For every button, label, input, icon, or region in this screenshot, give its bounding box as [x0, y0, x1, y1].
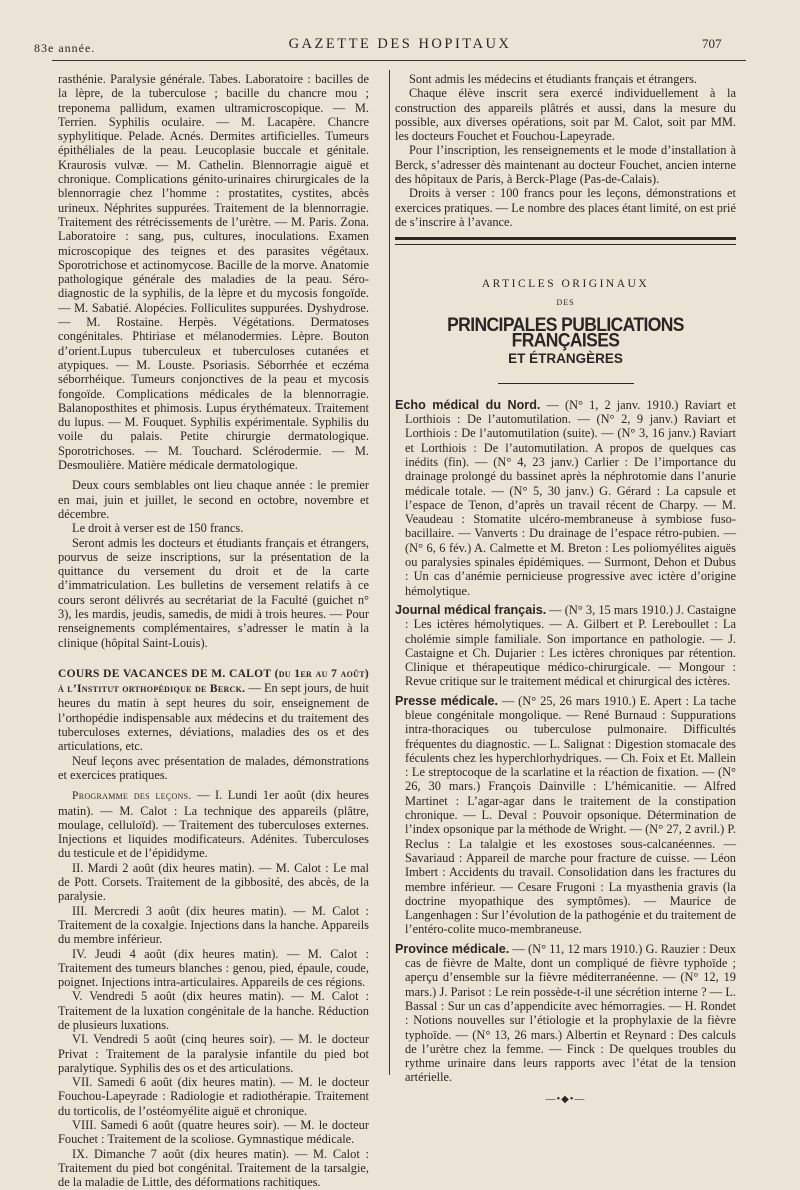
lesson-2: II. Mardi 2 août (dix heures matin). — M. Calot : Le mal de Pott. Corsets. Traitement de la gibbosité, des abcès, de la paralysie. [58, 860, 369, 904]
journal-name: Presse médicale. [395, 693, 499, 708]
calot-course [58, 666, 369, 754]
programme-label: Programme des leçons. [72, 790, 192, 803]
journal-entries: — (N° 1, 2 janv. 1910.) Raviart et Lorthiois : De l’automutilation. — (N° 2, 9 janv.) Raviart et Lorthiois : De l’automutilation (suite). — (N° 3, 16 janv.) Raviart et Lorthiois : De l’automutilation. A propos de quelques cas inédits (fin). — (N° 4, 23 janv.) Carlier : De l’importance du drainage prolongé du bassinet après la néphrotomie dans l’anurie médicale totale. — (N° 5, 30 janv.) G. Gérard : La capsule et l’espace de Tenon, d’après un travail récent de Charpy. — M. Veaudeau : Stomatite ulcéro-membraneuse à symbiose fuso-bacillaire. — Vanverts : Du drainage de l’espace rétro-pubien. — (N° 6, 6 fév.) A. Calmette et M. Breton : Les poliomyélites aiguës ou paralysies spinales épidémiques. — Surmont, Dehon et Dubus : Un cas d’anémie pernicieuse progressive avec ictère d’origine hémolytique. [405, 397, 737, 598]
masthead-title: GAZETTE DES HOPITAUX [288, 36, 512, 52]
course-schedule: Deux cours semblables ont lieu chaque année : le premier en mai, juin et juillet, le second en octobre, novembre et décembre. [58, 478, 369, 521]
journal-name: Echo médical du Nord. [395, 397, 541, 412]
lesson-8: VIII. Samedi 6 août (quatre heures soir). — M. le docteur Fouchet : Traitement de la scoliose. Gymnastique médicale. [58, 1118, 369, 1147]
calot-course-heading: COURS DE VACANCES DE M. CALOT (du 1er au 7 août) à l’Institut orthopédique de Berck. [58, 667, 369, 696]
section-main-title: PRINCIPALES PUBLICATIONS FRANÇAISES [447, 312, 684, 352]
admission-paragraph: Sont admis les médecins et étudiants français et étrangers. [409, 72, 697, 86]
lesson-9: IX. Dimanche 7 août (dix heures matin). — M. Calot : Traitement du pied bot congénital. Traitement de la tarsalgie, de la maladie de Little, des déformations rachitiques. [58, 1146, 369, 1190]
section-double-rule [395, 237, 736, 245]
admission-note: Seront admis les docteurs et étudiants français et étrangers, pourvus de seize inscriptions, sur la présentation de la quittance du versement du droit et de la carte d’immatriculation. Les bulletins de versement relatifs à ce cours seront délivrés au secrétariat de la Faculté (guichet n° 3), les mardis, jeudis, samedis, de midi à trois heures. — Pour renseignements complémentaires, s’adresser le matin à la clinique (hôpital Saint-Louis). [58, 535, 369, 650]
lesson-4: IV. Jeudi 4 août (dix heures matin). — M. Calot : Traitement des tumeurs blanches : genou, pied, épaule, coude, poignet. Injections intra-articulaires. Appareils de ces régions. [58, 946, 369, 990]
journal-name: Journal médical français. [395, 602, 547, 617]
lesson-7: VII. Samedi 6 août (dix heures matin). — M. le docteur Fouchou-Lapeyrade : Radiologie et radiothérapie. Traitement du torticolis, de l’ostéomyélite aiguë et chronique. [58, 1075, 369, 1118]
issue-label: 83e année. [34, 41, 96, 55]
right-column [395, 72, 736, 1107]
journal-name: Province médicale. [395, 941, 510, 956]
left-column [58, 72, 369, 1190]
lessons-note: Neuf leçons avec présentation de malades, démonstrations et exercices pratiques. [58, 753, 369, 782]
entry-journal-medical [395, 603, 736, 689]
fee-note: Le droit à verser est de 150 francs. [72, 521, 244, 536]
column-divider [389, 70, 390, 1075]
fees-paragraph: Droits à verser : 100 francs pour les leçons, démonstrations et exercices pratiques. — Le nombre des places étant limité, on est prié de s’inscrire à l’avance. [395, 186, 736, 229]
calot-course-intro: — En sept jours, de huit heures du matin à sept heures du soir, enseignement de l’orthopédie indispensable aux médecins et du traitement des tuberculoses externes, déviations, maladies des os et des articulations, etc. [58, 681, 369, 754]
header-rule [52, 60, 746, 61]
entry-echo-medical [395, 398, 736, 598]
section-title: ARTICLES ORIGINAUX [481, 278, 650, 291]
entry-province-medicale [395, 942, 736, 1085]
journal-entries: — (N° 11, 12 mars 1910.) G. Rauzier : Deux cas de fièvre de Malte, dont un compliqué de fièvre typhoïde ; aperçu d’ensemble sur la fièvre méditerranéenne. — (N° 12, 19 mars.) J. Parisot : Le rein possède-t-il une sécrétion interne ? — L. Bassal : Sur un cas d’appendicite avec hémorragies. — H. Rondet : Notions nouvelles sur l’étiologie et la prophylaxie de la fièvre typhoïde. — (N° 13, 26 mars.) Albertin et Reynard : Des calculs de l’urètre chez la femme. — Finck : De quelques troubles du rythme urinaire dans leurs rapports avec l’état de la tension artérielle. [405, 941, 736, 1085]
lesson-3: III. Mercredi 3 août (dix heures matin). — M. Calot : Traitement de la coxalgie. Injections dans la hanche. Appareils du membre inférieur. [58, 903, 369, 947]
programme [58, 788, 369, 860]
journal-entries: — (N° 3, 15 mars 1910.) J. Castaigne : Les ictères hémolytiques. — A. Gilbert et P. Lereboullet : La cholémie simple familiale. Son importance en pathologie. — J. Castaigne et Ch. Dujarier : Les ictères chroniques par rétention. Clinique et thérapeutique médico-chirurgicale. — Mongour : Revue critique sur le traitement médical et chirurgical des ictères. [405, 602, 736, 689]
programme-text: — I. Lundi 1er août (dix heures matin). — M. Calot : La technique des appareils (plâtre, moulage, celluloïd). — Traitement des tuberculoses externes. Injections et liquides modificateurs. Adénites. Tuberculoses du testicule et de l’épididyme. [58, 788, 369, 861]
end-ornament: —•◆•— [545, 1093, 586, 1105]
journal-entries: — (N° 25, 26 mars 1910.) E. Apert : La tache bleue congénitale mongolique. — René Burnaud : Suppurations intra-thoraciques ou tuberculose pulmonaire. Difficultés fréquentes du diagnostic. — L. Salignat : Digestion stomacale des féculents chez les hyperchlorhydriques. — Ch. Foix et Et. Mallein : Le streptocoque de la scarlatine et la réaction de fixation. — (N° 26, 30 mars.) François Dainville : L’hémicanitie. — Alfred Martinet : L’agar-agar dans le traitement de la constipation chronique. — L. Deval : Pouvoir opsonique. Détermination de l’index opsonique par la méthode de Wright. — (N° 27, 2 avril.) P. Reclus : La talalgie et les exostoses sous-calcanéennes. — Savariaud : Appareil de marche pour fracture de cuisse. — Léon Imbert : Accidents du travail. Consolidation dans les fractures du membre inférieur. — Cesare Frugoni : La myasthenia gravis (la doctrine myopathique des symptômes). — Maurice de Langenhagen : Sur l’évolution de la pathogénie et du traitement de l’entéro-colite muco-membraneuse. [405, 693, 736, 937]
lesson-5: V. Vendredi 5 août (dix heures matin). — M. Calot : Traitement de la luxation congénitale de la hanche. Réduction de plusieurs luxations. [58, 989, 369, 1032]
section-subtitle: ET ÉTRANGÈRES [508, 351, 623, 367]
lesson-6: VI. Vendredi 5 août (cinq heures soir). — M. le docteur Privat : Traitement de la paralysie infantile du pied bot paralytique. Syphilis des os et des articulations. [58, 1032, 369, 1075]
section-short-rule [498, 383, 634, 384]
entry-presse-medicale [395, 694, 736, 937]
inscription-paragraph: Pour l’inscription, les renseignements et le mode d’installation à Berck, s’adresser dès maintenant au docteur Fouchet, ancien interne des hôpitaux de Paris, à Berck-Plage (Pas-de-Calais). [395, 143, 736, 187]
course-paragraph: rasthénie. Paralysie générale. Tabes. Laboratoire : bacilles de la lèpre, de la tuberculose ; bacille du chancre mou ; treponema pallidum, examen ultramicroscopique. — M. Terrien. Syphilis oculaire. — M. Lacapère. Chancre syphylitique. Pelade. Acnés. Dermites artificielles. Tumeurs épithéliales de la peau. Leucoplasie buccale et génitale. Kraurosis vulvæ. — M. Cathelin. Blennorragie aiguë et chronique. Complications génito-urinaires chirurgicales de la blennorragie chez l’homme : prostatites, cystites, abcès urineux. Néphrites suppurées. Traitement de la blennorragie. Traitement des rétrécissements de l’urètre. — M. Paris. Zona. Laboratoire : sang, pus, cultures, inoculations. Examen microscopique des teignes et des parasites végétaux. Sporotrichose et actinomycose. Bacille de la morve. Anatomie pathologique générale des maladies de la peau. Séro-diagnostic de la syphilis, de la lèpre et du mycosis fongoïde. — M. Sabatié. Alopécies. Folliculites suppurées. Dyshydrose. — M. Rostaine. Herpès. Végétations. Dermatoses congénitales. Phtiriase et mélanodermies. Lèpre. Bouton d’orient.Lupus tuberculeux et tuberculoses cutanées et atypiques. — M. Louste. Psoriasis. Séborrhée et eczéma séborrhéique. Tumeurs conjonctives de la peau et mycosis fongoïde. Complications médicales de la blennorragie. Balanoposthites et phimosis. Lupus érythémateux. Traitement du lupus. — M. Fouquet. Syphilis expérimentale. Syphilis du voile du palais. Petite chirurgie dermatologique. Sporotrichoses. — M. Touchard. Sclérodermie. — M. Desmoulière. Matière médicale dermatologique. [58, 72, 369, 473]
page-number: 707 [702, 36, 722, 51]
section-des: DES [556, 297, 575, 307]
student-paragraph: Chaque élève inscrit sera exercé individuellement à la construction des appareils plâtrés et aussi, dans la mesure du possible, aux diverses opérations, soit par M. Calot, soit par MM. les docteurs Fouchet et Fouchou-Lapeyrade. [395, 86, 736, 144]
